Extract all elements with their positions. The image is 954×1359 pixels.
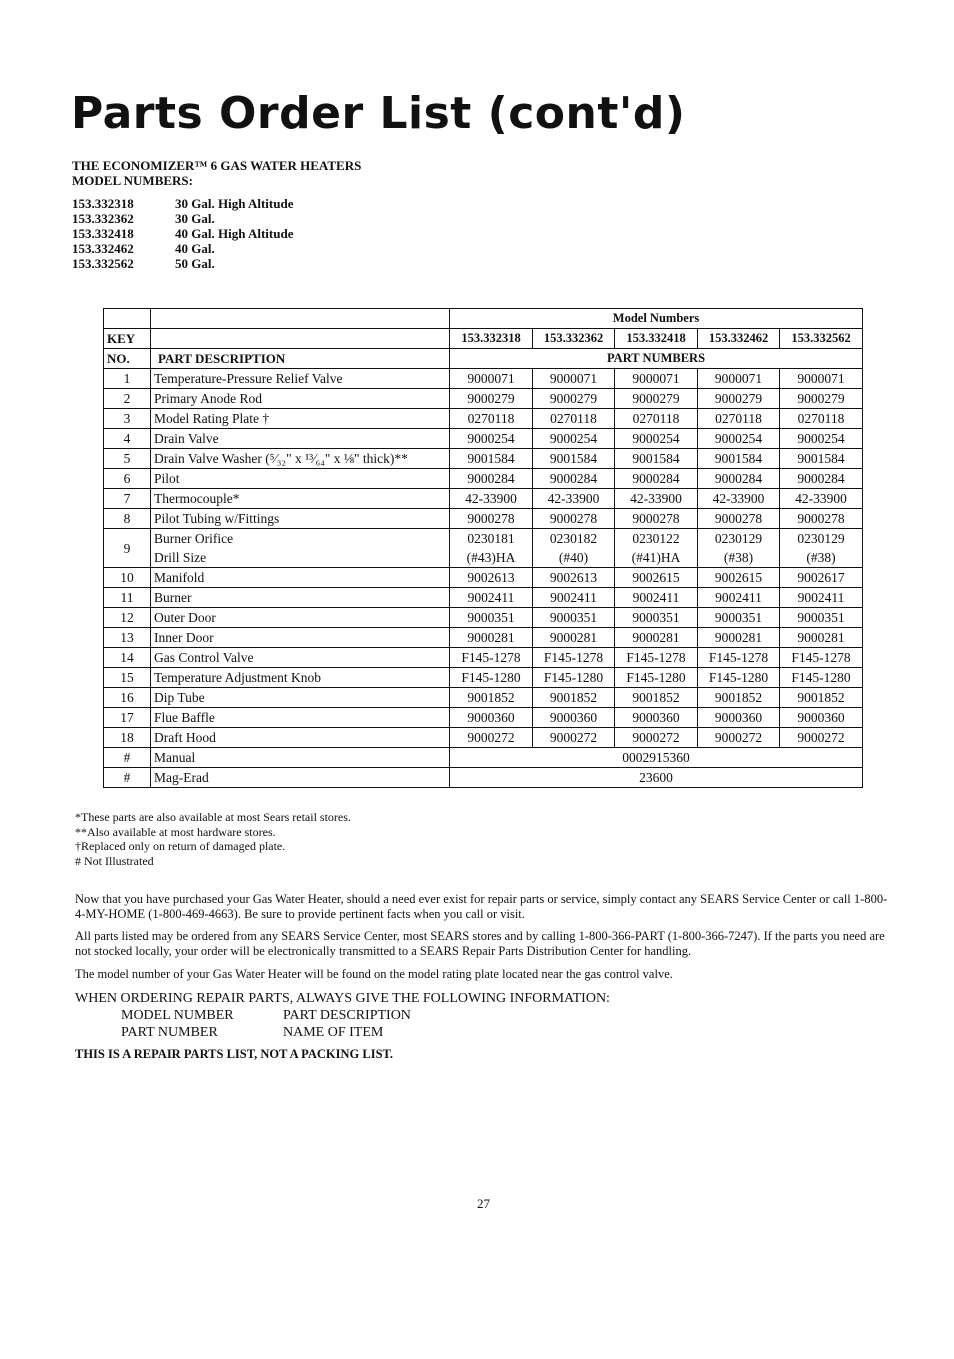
part-description: Pilot Tubing w/Fittings (151, 509, 450, 529)
table-row (104, 748, 863, 768)
part-number-cell: 9002615 (615, 568, 698, 588)
table-row (104, 668, 863, 688)
part-number-cell: 9000278 (450, 509, 533, 529)
model-numbers-heading: Model Numbers (450, 309, 863, 329)
drill-size: (#41)HA (631, 550, 681, 565)
table-row (104, 469, 863, 489)
key-number: # (104, 748, 151, 768)
part-description: Mag-Erad (151, 768, 450, 788)
part-number-cell: 9000360 (533, 708, 615, 728)
part-number-cell: 0270118 (450, 409, 533, 429)
model-column-header: 153.332462 (698, 329, 780, 349)
table-row (104, 648, 863, 668)
ordering-item: PART NUMBER (121, 1025, 218, 1040)
part-number-cell: 9002411 (450, 588, 533, 608)
table-row (104, 708, 863, 728)
part-number-cell: F145-1278 (780, 648, 863, 668)
model-column-header: 153.332318 (450, 329, 533, 349)
part-number-cell: 9000351 (615, 608, 698, 628)
part-description: Gas Control Valve (151, 648, 450, 668)
repair-list-warning: THIS IS A REPAIR PARTS LIST, NOT A PACKING LIST. (75, 1047, 394, 1061)
part-number-cell: 9002613 (450, 568, 533, 588)
part-description-line: Drill Size (154, 550, 207, 565)
part-number-cell: 9000278 (615, 509, 698, 529)
key-number: 8 (104, 509, 151, 529)
part-description: Temperature Adjustment Knob (151, 668, 450, 688)
part-number-cell: 9000351 (780, 608, 863, 628)
service-paragraph: Now that you have purchased your Gas Water Heater, should a need ever exist for repair parts or service, simply contact any SEARS Service Center or call 1-800-4-MY-HOME (1-800-469-4663). Be sure to provide pertinent facts when you call or visit. (75, 892, 888, 921)
part-number-cell (450, 529, 533, 568)
ordering-info (75, 990, 610, 1041)
part-number: 0230129 (797, 531, 845, 546)
part-number-cell: 42-33900 (780, 489, 863, 509)
part-description: Flue Baffle (151, 708, 450, 728)
part-number-cell: 42-33900 (533, 489, 615, 509)
part-description (151, 529, 450, 568)
ordering-item: MODEL NUMBER (121, 1008, 234, 1023)
table-corner-desc (151, 309, 450, 329)
part-number-cell: 9000279 (615, 389, 698, 409)
part-number: 0230182 (549, 531, 598, 546)
part-number-cell: 9001852 (780, 688, 863, 708)
part-number-cell: F145-1278 (615, 648, 698, 668)
key-number: 15 (104, 668, 151, 688)
model-number: 153.332418 (72, 226, 134, 241)
footnote: †Replaced only on return of damaged plate. (75, 839, 286, 853)
part-number-cell: 9000284 (615, 469, 698, 489)
part-number-cell: 9000281 (615, 628, 698, 648)
table-row (104, 389, 863, 409)
part-number-cell: 23600 (450, 768, 863, 788)
part-number-cell: 9000272 (698, 728, 780, 748)
part-description: Primary Anode Rod (151, 389, 450, 409)
no-heading: NO. (104, 349, 151, 369)
part-number-cell: 9002613 (533, 568, 615, 588)
part-number-cell: F145-1280 (698, 668, 780, 688)
table-row (104, 628, 863, 648)
part-description: Temperature-Pressure Relief Valve (151, 369, 450, 389)
part-number-cell: 9000360 (615, 708, 698, 728)
table-row (104, 608, 863, 628)
drill-size: (#43)HA (466, 550, 516, 565)
key-number: 10 (104, 568, 151, 588)
model-list (72, 196, 293, 271)
model-number: 153.332462 (72, 241, 134, 256)
ordering-paragraph: All parts listed may be ordered from any SEARS Service Center, most SEARS stores and by calling 1-800-366-PART (1-800-366-7247). If the parts you need are not stocked locally, your order will be electronically transmitted to a SEARS Repair Parts Distribution Center for handling. (75, 929, 885, 958)
footnote: *These parts are also available at most Sears retail stores. (75, 810, 351, 824)
part-number-cell: 9002411 (615, 588, 698, 608)
part-number-cell: 9000071 (698, 369, 780, 389)
part-number-cell: 9002615 (698, 568, 780, 588)
model-list-item (72, 256, 293, 271)
ordering-item: PART DESCRIPTION (283, 1008, 411, 1023)
part-number-cell: 9000254 (780, 429, 863, 449)
model-number: 153.332362 (72, 211, 134, 226)
part-number-cell: F145-1280 (780, 668, 863, 688)
key-heading: KEY (104, 329, 151, 349)
part-number-cell: 9000351 (698, 608, 780, 628)
part-number-cell: 9001584 (698, 449, 780, 469)
part-number-cell: 9000279 (533, 389, 615, 409)
model-number: 153.332562 (72, 256, 134, 271)
table-row (104, 588, 863, 608)
key-number: 17 (104, 708, 151, 728)
part-description: Burner (151, 588, 450, 608)
model-number: 153.332318 (72, 196, 134, 211)
key-number: 3 (104, 409, 151, 429)
model-list-item (72, 211, 293, 226)
part-number-cell (615, 529, 698, 568)
page-number: 27 (477, 1196, 490, 1211)
model-list-item (72, 226, 293, 241)
part-number-cell (780, 529, 863, 568)
table-row (104, 529, 863, 568)
part-number-cell: 9000279 (450, 389, 533, 409)
key-number: # (104, 768, 151, 788)
part-number-cell: 9000284 (698, 469, 780, 489)
table-row (104, 728, 863, 748)
footnotes (75, 810, 351, 868)
part-number-cell: 9000071 (780, 369, 863, 389)
part-number: 0230181 (467, 531, 515, 546)
part-number-cell: 9000279 (780, 389, 863, 409)
part-number-cell: 9000278 (780, 509, 863, 529)
part-number-cell: 0270118 (780, 409, 863, 429)
part-number-cell: F145-1280 (450, 668, 533, 688)
part-number-cell: 42-33900 (615, 489, 698, 509)
part-number-cell: 9001852 (615, 688, 698, 708)
page-title: Parts Order List (cont'd) (71, 88, 686, 139)
model-column-header: 153.332562 (780, 329, 863, 349)
part-number-cell: 9000351 (450, 608, 533, 628)
part-number-cell: 9000278 (533, 509, 615, 529)
part-number-cell: 9002411 (698, 588, 780, 608)
table-row (104, 768, 863, 788)
model-capacity: 40 Gal. (175, 241, 215, 256)
part-number-cell: 9000360 (780, 708, 863, 728)
part-number-cell: F145-1278 (533, 648, 615, 668)
model-capacity: 30 Gal. High Altitude (175, 196, 294, 211)
part-number: 0230129 (714, 531, 763, 546)
part-number-cell: 9000284 (533, 469, 615, 489)
model-location-paragraph: The model number of your Gas Water Heater will be found on the model rating plate located near the gas control valve. (75, 967, 673, 981)
model-capacity: 40 Gal. High Altitude (175, 226, 294, 241)
part-number-cell: F145-1280 (533, 668, 615, 688)
table-row (104, 449, 863, 469)
part-number-cell: 9000351 (533, 608, 615, 628)
part-number-cell: 0002915360 (450, 748, 863, 768)
footnote: **Also available at most hardware stores. (75, 824, 276, 839)
part-number-cell: 42-33900 (450, 489, 533, 509)
part-number-cell: F145-1280 (615, 668, 698, 688)
part-number-cell: 9001584 (615, 449, 698, 469)
key-number: 16 (104, 688, 151, 708)
part-description-line: Burner Orifice (154, 531, 234, 546)
part-number-cell: 9000281 (698, 628, 780, 648)
part-number-cell: 42-33900 (698, 489, 780, 509)
part-number-cell: 9001584 (780, 449, 863, 469)
part-number-cell: 0270118 (698, 409, 780, 429)
part-number-cell: 9000071 (533, 369, 615, 389)
model-list-item (72, 196, 293, 211)
parts-table (103, 308, 863, 788)
part-number-cell: 9000360 (698, 708, 780, 728)
table-row (104, 568, 863, 588)
key-number: 6 (104, 469, 151, 489)
part-number-cell (698, 529, 780, 568)
header-line-1: THE ECONOMIZER™ 6 GAS WATER HEATERS (72, 158, 362, 173)
key-number: 4 (104, 429, 151, 449)
key-number: 12 (104, 608, 151, 628)
part-number-cell: 9000272 (615, 728, 698, 748)
part-number-cell: 9000279 (698, 389, 780, 409)
part-number-cell: F145-1278 (698, 648, 780, 668)
footnote: # Not Illustrated (75, 853, 154, 868)
part-description: Dip Tube (151, 688, 450, 708)
part-number-cell: 9000281 (450, 628, 533, 648)
part-number-cell: 9000284 (450, 469, 533, 489)
part-description: Thermocouple* (151, 489, 450, 509)
table-row (104, 429, 863, 449)
header-line-2: MODEL NUMBERS: (72, 173, 193, 188)
ordering-heading: WHEN ORDERING REPAIR PARTS, ALWAYS GIVE THE FOLLOWING INFORMATION: (75, 991, 610, 1006)
key-number: 1 (104, 369, 151, 389)
part-number-cell: 9001852 (698, 688, 780, 708)
part-description: Pilot (151, 469, 450, 489)
table-row (104, 369, 863, 389)
part-number-cell: F145-1278 (450, 648, 533, 668)
drill-size: (#38) (723, 550, 754, 565)
part-number-cell: 9000071 (615, 369, 698, 389)
key-number: 9 (104, 529, 151, 568)
part-number-cell: 9000360 (450, 708, 533, 728)
ordering-item: NAME OF ITEM (283, 1025, 384, 1040)
part-number-cell: 9000254 (533, 429, 615, 449)
model-column-header: 153.332362 (533, 329, 615, 349)
part-number-cell: 9002411 (533, 588, 615, 608)
table-row (104, 489, 863, 509)
part-description: Inner Door (151, 628, 450, 648)
part-number-cell: 9002411 (780, 588, 863, 608)
part-number-cell: 9000278 (698, 509, 780, 529)
part-number-cell: 9001852 (533, 688, 615, 708)
part-number-cell: 9000272 (780, 728, 863, 748)
part-number-cell: 9000071 (450, 369, 533, 389)
table-row (104, 509, 863, 529)
part-number-cell: 9000254 (450, 429, 533, 449)
part-description: Drain Valve (151, 429, 450, 449)
model-capacity: 50 Gal. (175, 256, 215, 271)
model-column-header: 153.332418 (615, 329, 698, 349)
table-row (104, 688, 863, 708)
table-corner-key (104, 309, 151, 329)
part-number-cell (533, 529, 615, 568)
key-number: 5 (104, 449, 151, 469)
desc-heading-spacer (151, 329, 450, 349)
part-numbers-heading: PART NUMBERS (450, 349, 863, 369)
part-number-cell: 9002617 (780, 568, 863, 588)
key-number: 7 (104, 489, 151, 509)
table-row (104, 409, 863, 429)
part-number-cell: 0270118 (615, 409, 698, 429)
part-number-cell: 9001852 (450, 688, 533, 708)
part-number-cell: 9000284 (780, 469, 863, 489)
ordering-item-row (75, 1024, 610, 1041)
key-number: 2 (104, 389, 151, 409)
model-capacity: 30 Gal. (175, 211, 215, 226)
part-number-cell: 9001584 (450, 449, 533, 469)
part-number-cell: 9000254 (615, 429, 698, 449)
part-number-cell: 9000254 (698, 429, 780, 449)
part-number-cell: 9001584 (533, 449, 615, 469)
part-number-cell: 9000281 (533, 628, 615, 648)
part-number-cell: 9000272 (533, 728, 615, 748)
part-number-cell: 9000281 (780, 628, 863, 648)
part-description: Manual (151, 748, 450, 768)
key-number: 13 (104, 628, 151, 648)
part-description: Manifold (151, 568, 450, 588)
drill-size: (#38) (806, 550, 836, 565)
part-number-cell: 9000272 (450, 728, 533, 748)
key-number: 14 (104, 648, 151, 668)
model-list-item (72, 241, 293, 256)
ordering-item-row (75, 1007, 610, 1024)
part-description-heading: PART DESCRIPTION (151, 349, 450, 369)
key-number: 18 (104, 728, 151, 748)
part-number-cell: 0270118 (533, 409, 615, 429)
part-description: Drain Valve Washer (⁵⁄₃₂" x ¹³⁄₆₄" x ⅛" thick)** (151, 449, 450, 469)
part-description: Draft Hood (151, 728, 450, 748)
drill-size: (#40) (558, 550, 589, 565)
part-description: Outer Door (151, 608, 450, 628)
part-description: Model Rating Plate † (151, 409, 450, 429)
key-number: 11 (104, 588, 151, 608)
part-number: 0230122 (632, 531, 680, 546)
